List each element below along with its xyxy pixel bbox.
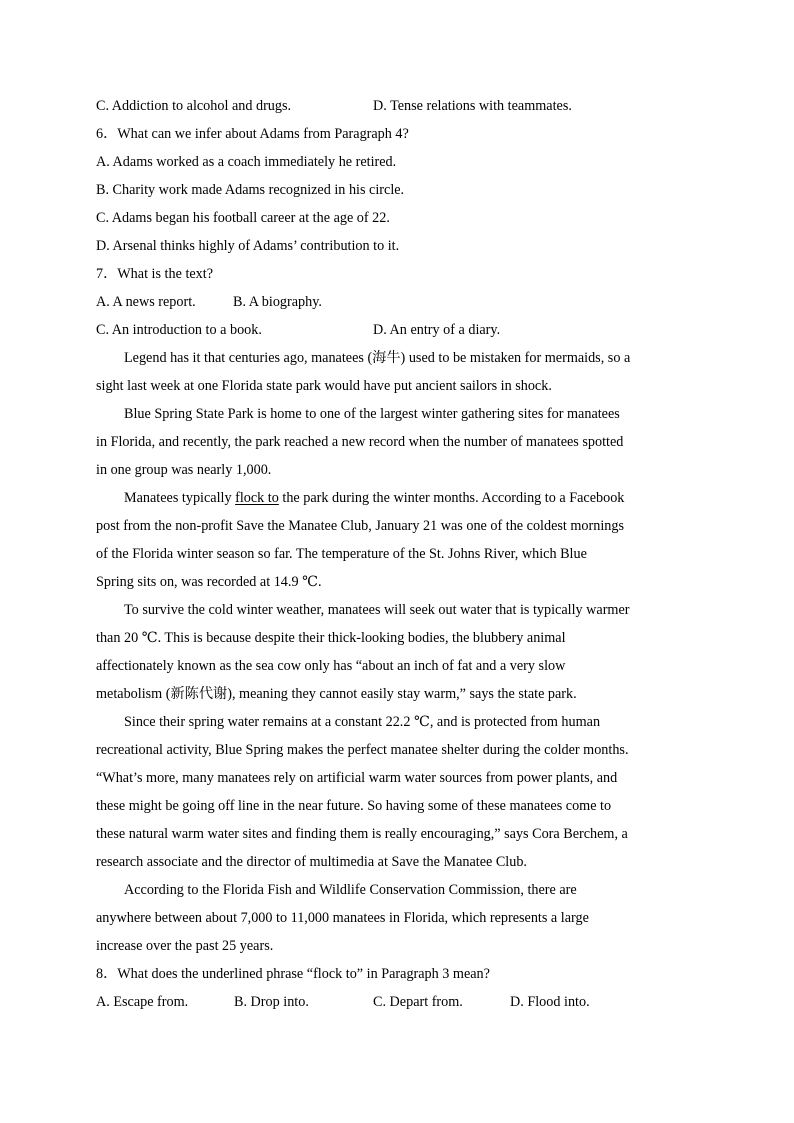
- q5-options-cd: [96, 92, 698, 120]
- q7-options-ab: [96, 288, 698, 316]
- q6-option-c[interactable]: C. Adams began his football career at the age of 22.: [96, 210, 390, 226]
- passage-paragraph-4: [96, 596, 698, 708]
- passage-line: Spring sits on, was recorded at 14.9 ℃.: [96, 574, 322, 590]
- q6-option-b[interactable]: B. Charity work made Adams recognized in his circle.: [96, 182, 405, 198]
- passage-paragraph-3: [96, 484, 698, 596]
- passage-line: “What’s more, many manatees rely on artificial warm water sources from power plants, and: [96, 770, 618, 786]
- passage-paragraph-2: [96, 400, 698, 484]
- q8-option-b[interactable]: B. Drop into.: [234, 994, 309, 1010]
- q8-option-c[interactable]: C. Depart from.: [373, 994, 463, 1010]
- q5-option-c[interactable]: C. Addiction to alcohol and drugs.: [96, 98, 292, 114]
- passage-line: metabolism (新陈代谢), meaning they cannot easily stay warm,” says the state park.: [96, 686, 577, 702]
- passage-paragraph-5: [96, 708, 698, 876]
- passage-line: Blue Spring State Park is home to one of the largest winter gathering sites for manatees: [124, 406, 620, 422]
- passage-line: research associate and the director of multimedia at Save the Manatee Club.: [96, 854, 527, 870]
- passage-paragraph-6: [96, 876, 698, 960]
- passage-line: According to the Florida Fish and Wildlife Conservation Commission, there are: [124, 882, 577, 898]
- underlined-phrase: flock to: [235, 490, 279, 506]
- q5-option-d[interactable]: D. Tense relations with teammates.: [373, 98, 572, 114]
- passage-line: post from the non-profit Save the Manatee Club, January 21 was one of the coldest mornings: [96, 518, 624, 534]
- passage-line: Legend has it that centuries ago, manatees (海牛) used to be mistaken for mermaids, so a: [124, 350, 631, 366]
- q7-option-c[interactable]: C. An introduction to a book.: [96, 322, 262, 338]
- q6-option-d[interactable]: D. Arsenal thinks highly of Adams’ contribution to it.: [96, 238, 400, 254]
- q6-stem: 6．What can we infer about Adams from Paragraph 4?: [96, 126, 409, 142]
- q8-option-a[interactable]: A. Escape from.: [96, 994, 189, 1010]
- q8-option-d[interactable]: D. Flood into.: [510, 994, 590, 1010]
- passage-line: affectionately known as the sea cow only has “about an inch of fat and a very slow: [96, 658, 566, 674]
- q8-options: [96, 988, 698, 1016]
- passage-line: [96, 484, 698, 512]
- passage-line: increase over the past 25 years.: [96, 938, 274, 954]
- passage-line: sight last week at one Florida state park would have put ancient sailors in shock.: [96, 378, 552, 394]
- passage-text: the park during the winter months. According to a Facebook: [282, 490, 625, 506]
- q7-option-d[interactable]: D. An entry of a diary.: [373, 322, 501, 338]
- q7-option-b[interactable]: B. A biography.: [233, 294, 322, 310]
- q8-stem: 8．What does the underlined phrase “flock to” in Paragraph 3 mean?: [96, 966, 490, 982]
- passage-line: Since their spring water remains at a constant 22.2 ℃, and is protected from human: [124, 714, 601, 730]
- q7-options-cd: [96, 316, 698, 344]
- passage-line: of the Florida winter season so far. The temperature of the St. Johns River, which Blue: [96, 546, 587, 562]
- passage-line: anywhere between about 7,000 to 11,000 manatees in Florida, which represents a large: [96, 910, 589, 926]
- passage-text: Manatees typically: [124, 490, 232, 506]
- passage-line: these might be going off line in the near future. So having some of these manatees come to: [96, 798, 612, 814]
- passage-line: than 20 ℃. This is because despite their thick-looking bodies, the blubbery animal: [96, 630, 566, 646]
- passage-paragraph-1: [96, 344, 698, 400]
- q7-option-a[interactable]: A. A news report.: [96, 294, 196, 310]
- passage-line: in Florida, and recently, the park reached a new record when the number of manatees spotted: [96, 434, 624, 450]
- q6-option-a[interactable]: A. Adams worked as a coach immediately he retired.: [96, 154, 397, 170]
- passage-line: recreational activity, Blue Spring makes the perfect manatee shelter during the colder months.: [96, 742, 629, 758]
- passage-line: these natural warm water sites and finding them is really encouraging,” says Cora Berchem, a: [96, 826, 628, 842]
- exam-page: [96, 92, 698, 1016]
- passage-line: To survive the cold winter weather, manatees will seek out water that is typically warmer: [124, 602, 630, 618]
- passage-line: in one group was nearly 1,000.: [96, 462, 272, 478]
- q7-stem: 7．What is the text?: [96, 266, 214, 282]
